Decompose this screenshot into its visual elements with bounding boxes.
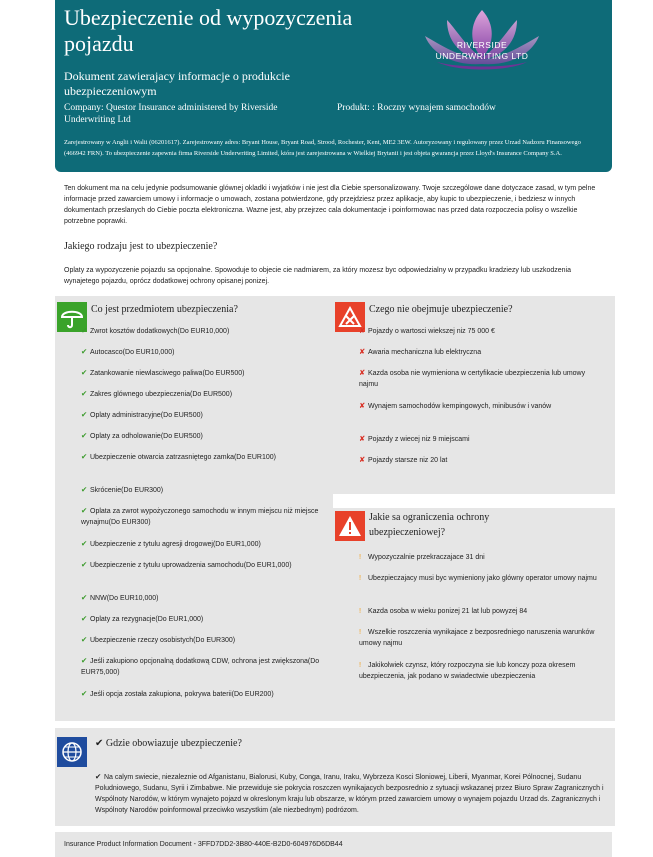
list-item-text: Jakikolwiek czynsz, który rozpoczyna sie lub konczy poza okresem ubezpieczenia, jak podano w swiadectwie ubezpieczenia — [359, 662, 576, 680]
cross-icon: ✘ — [359, 368, 366, 377]
list-item-text: Ubezpieczenie otwarcia zatrzasniętego zamka(Do EUR100) — [90, 454, 276, 461]
list-item — [81, 592, 326, 604]
list-item — [359, 400, 604, 412]
check-icon: ✔ — [81, 614, 88, 623]
list-item-text: Kazda osoba w wieku ponizej 21 lat lub powyzej 84 — [368, 608, 528, 615]
exclamation-icon: ! — [359, 660, 362, 669]
cross-icon: ✘ — [359, 326, 366, 335]
cross-icon: ✘ — [359, 401, 366, 410]
list-item-text: Ubezpieczenie z tytulu agresji drogowej(Do EUR1,000) — [90, 541, 261, 548]
where-text-content: Na calym swiecie, niezaleznie od Afganistanu, Bialorusi, Kuby, Conga, Iranu, Iraku, Wybrzeza Kosci Sloniowej, Liberii, Myanmar, Korei Pólnocnej, Sudanu Poludniowego, Sudanu, Syrii i Zimbabwe. Nie przewiduje sie pokrycia roszczen wynikajacych bezposrednio z sytuacji wskazanej przez Biuro Spraw Zagranicznych i Wspólnoty Narodów, w którym wynajeto pojazd w okreslonym kraju lub obszarze, w którym przed zawarciem umowy o wynajem pojazdu Urzad ds. Zagranicznych i Wspólnoty Narodów poinformowal przeciwko wszystkim (ale niezbednym) podrózom. — [95, 774, 604, 814]
list-item — [81, 559, 326, 571]
cross-icon: ✘ — [359, 434, 366, 443]
check-icon: ✔ — [81, 689, 88, 698]
product-info: Produkt: : Roczny wynajem samochodów — [337, 103, 496, 113]
list-item — [81, 409, 326, 421]
list-item — [81, 613, 326, 625]
document-page — [55, 0, 617, 857]
check-icon: ✔ — [81, 389, 88, 398]
list-item — [81, 388, 326, 400]
list-item — [81, 346, 326, 358]
list-item-text: Jeśli opcja została zakupiona, pokrywa baterii(Do EUR200) — [90, 691, 274, 698]
check-icon: ✔ — [81, 635, 88, 644]
document-header — [55, 0, 612, 172]
list-item-text: Wszelkie roszczenia wynikajace z bezposredniego naruszenia warunków umowy najmu — [359, 629, 595, 647]
exclamation-icon: ! — [359, 573, 362, 582]
list-item-text: Kazda osoba nie wymieniona w certyfikacie ubezpieczenia lub umowy najmu — [359, 370, 586, 388]
document-subtitle: Dokument zawierajacy informacje o produkcie ubezpieczeniowym — [64, 69, 290, 98]
list-item-text: Skrócenie(Do EUR300) — [90, 487, 164, 494]
list-item-text: Jeśli zakupiono opcjonalną dodatkową CDW, ochrona jest zwiększona(Do EUR75,000) — [81, 658, 320, 676]
list-item — [359, 433, 604, 445]
restrictions-section — [333, 508, 615, 721]
list-item — [359, 551, 604, 563]
list-item-text: Wypozyczalnie przekraczajace 31 dni — [368, 554, 485, 561]
list-item — [81, 325, 326, 337]
list-item — [81, 688, 326, 700]
list-item — [81, 430, 326, 442]
list-item-text: Pojazdy starsze niz 20 lat — [368, 457, 448, 464]
document-footer: Insurance Product Information Document - 3FFD7DD2-3B80-440E-B2D0-604976D6DB44 — [55, 832, 612, 857]
list-item — [359, 346, 604, 358]
not-covered-section — [333, 296, 615, 494]
list-item-text: Oplata za zwrot wypożyczonego samochodu w innym miejscu niż miejsce wynajmu(Do EUR300) — [81, 508, 319, 526]
check-icon: ✔ — [95, 772, 102, 781]
list-item — [81, 451, 326, 463]
list-item — [81, 538, 326, 550]
list-item — [359, 572, 604, 584]
not-covered-title: Czego nie obejmuje ubezpieczenie? — [369, 304, 513, 315]
registration-text: Zarejestrowany w Anglii i Walii (06201617). Zarejestrowany adres: Bryant House, Bryant Road, Strood, Rochester, Kent, ME2 3EW. Autoryzowany i regulowany przez Urzad Nadzoru Finansowego (466942 FRN). To ubezpieczenie zapewnia firma Riverside Underwriting Limited, która jest zarejestrowana w Wielkiej Brytanii i jest objeta gwarancja przez Lloyd's Insurance Company S.A. — [64, 139, 581, 157]
logo-text-line1: RIVERSIDE — [456, 40, 508, 50]
insurance-type-text: Oplaty za wypozyczenie pojazdu sa opcjonalne. Spowoduje to objecie cie nadmiarem, za który mozesz byc odpowiedzialny w przypadku kradziezy lub uszkodzenia wynajetego pojazdu, oprócz dodatkowej ochrony opisanej ponizej. — [64, 267, 571, 285]
list-item — [359, 626, 604, 649]
globe-icon — [57, 737, 87, 767]
check-icon: ✔ — [81, 368, 88, 377]
document-title: Ubezpieczenie od wypozyczenia pojazdu — [64, 5, 353, 56]
exclamation-icon: ! — [359, 627, 362, 636]
check-icon: ✔ — [81, 539, 88, 548]
where-text — [95, 771, 610, 816]
list-item-text: Pojazdy z wiecej niz 9 miejscami — [368, 436, 470, 443]
list-item — [81, 655, 326, 678]
list-item-text: Awaria mechaniczna lub elektryczna — [368, 349, 482, 356]
list-item — [359, 325, 604, 337]
check-icon: ✔ — [81, 431, 88, 440]
check-icon: ✔ — [81, 410, 88, 419]
check-icon: ✔ — [81, 452, 88, 461]
list-item — [81, 505, 326, 528]
intro-paragraph: Ten dokument ma na celu jedynie podsumowanie glównej okladki i wyjatków i nie jest dla Ciebie spersonalizowany. Twoje szczególowe dane dotyczace zasad, w tym pelne informacje przed zawarciem umowy i informacje o umowach, zostana potwierdzone, gdy przejdziesz przez aplikacje, aby kupic to ubezpieczenie, i bedziesz w innych dokumentach przeslanych do Ciebie poczta elektroniczna. Wazne jest, aby przejrzec cala dokumentacje i poinformowac nas przed data rozpoczecia polisy o wszelkie potrzebne poprawki. — [64, 185, 596, 225]
where-title-text: Gdzie obowiazuje ubezpieczenie? — [105, 738, 242, 749]
check-icon: ✔ — [81, 593, 88, 602]
list-item — [81, 367, 326, 379]
list-item — [81, 484, 326, 496]
list-item — [359, 454, 604, 466]
list-item — [359, 605, 604, 617]
list-item-text: Oplaty za rezygnacje(Do EUR1,000) — [90, 616, 204, 623]
exclamation-icon: ! — [359, 606, 362, 615]
list-item-text: Pojazdy o wartosci wiekszej niz 75 000 € — [368, 328, 495, 335]
list-item-text: Oplaty za odholowanie(Do EUR500) — [90, 433, 203, 440]
check-icon: ✔ — [81, 347, 88, 356]
list-item-text: Autocasco(Do EUR10,000) — [90, 349, 175, 356]
list-item — [359, 659, 604, 682]
list-item-text: NNW(Do EUR10,000) — [90, 595, 159, 602]
list-item — [81, 634, 326, 646]
check-icon: ✔ — [81, 560, 88, 569]
cross-icon: ✘ — [359, 347, 366, 356]
check-icon: ✔ — [81, 656, 88, 665]
check-icon: ✔ — [81, 326, 88, 335]
restrictions-title: Jakie sa ograniczenia ochrony ubezpieczeniowej? — [369, 512, 490, 538]
where-title — [95, 736, 495, 751]
cross-icon: ✘ — [359, 455, 366, 464]
list-item-text: Wynajem samochodów kempingowych, minibusów i vanów — [368, 403, 552, 410]
covered-section — [55, 296, 333, 721]
list-item — [359, 367, 604, 390]
covered-title: Co jest przedmiotem ubezpieczenia? — [91, 304, 238, 315]
list-item-text: Ubezpieczenie z tytulu uprowadzenia samochodu(Do EUR1,000) — [90, 562, 292, 569]
list-item-text: Zatankowanie niewlasciwego paliwa(Do EUR500) — [90, 370, 245, 377]
list-item-text: Ubezpieczenie rzeczy osobistych(Do EUR300) — [90, 637, 236, 644]
check-icon: ✔ — [95, 738, 106, 749]
exclamation-icon: ! — [359, 552, 362, 561]
alert-triangle-icon — [335, 511, 365, 541]
list-item-text: Zakres glównego ubezpieczenia(Do EUR500) — [90, 391, 233, 398]
list-item-text: Zwrot kosztów dodatkowych(Do EUR10,000) — [90, 328, 230, 335]
riverside-logo — [417, 6, 547, 76]
check-icon: ✔ — [81, 485, 88, 494]
list-item-text: Ubezpieczajacy musi byc wymieniony jako glówny operator umowy najmu — [368, 575, 597, 582]
check-icon: ✔ — [81, 506, 88, 515]
logo-text-line2: UNDERWRITING LTD — [435, 51, 529, 61]
list-item-text: Oplaty administracyjne(Do EUR500) — [90, 412, 203, 419]
company-info: Company: Questor Insurance administered by Riverside Underwriting Ltd — [64, 103, 278, 125]
insurance-type-heading: Jakiego rodzaju jest to ubezpieczenie? — [64, 241, 218, 252]
